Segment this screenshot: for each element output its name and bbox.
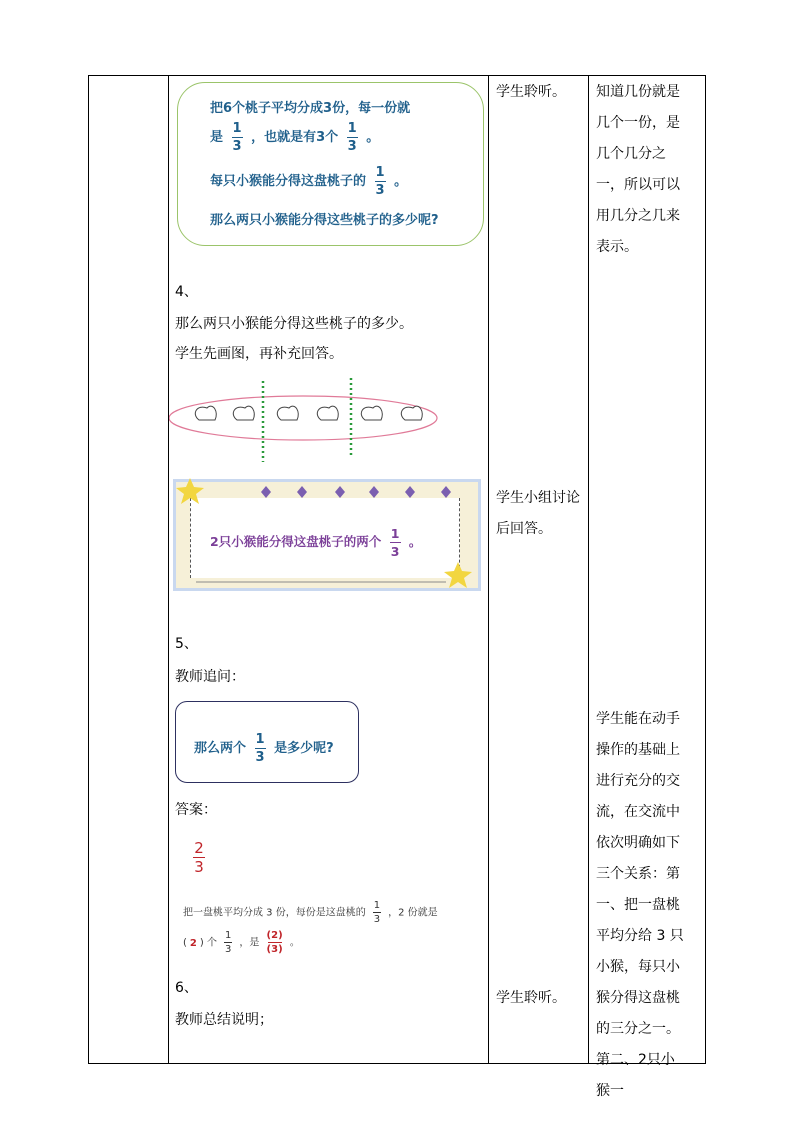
student-listen-2: 学生聆听。 <box>496 990 566 1006</box>
diamond-icon <box>369 486 379 498</box>
blank-answer: 2 <box>189 937 197 949</box>
star-icon <box>176 478 204 504</box>
fraction-one-third: $\frac{1}{3}$ <box>232 121 242 154</box>
diamond-icon <box>297 486 307 498</box>
step4-question: 那么两只小猴能分得这些桃子的多少。 <box>175 316 413 332</box>
slide-two-thirds-question <box>175 701 359 783</box>
answer-label: 答案： <box>175 802 217 818</box>
box1-line2-end: 。 <box>366 130 380 145</box>
design-intent-cell <box>589 76 707 1099</box>
fraction-one-third: $\frac{1}{3}$ <box>375 165 385 198</box>
peach-icon <box>233 406 254 420</box>
fill-blank-line2: ( 2 ) 个 $\frac{1}{3}$ ，是 $\frac{(2)}{(3)}$ 。 <box>183 930 300 955</box>
fraction-one-third: $\frac{1}{3}$ <box>347 121 357 154</box>
step6-number: 6、 <box>175 980 198 996</box>
question-pre: 那么两个 <box>194 741 247 756</box>
box1-line2 <box>210 121 379 154</box>
lesson-table <box>88 75 706 1099</box>
two-monkeys-text-pre: 2只小猴能分得这盘桃子的两个 <box>210 534 382 549</box>
step4-number: 4、 <box>175 284 198 300</box>
student-listen-1: 学生聆听。 <box>496 84 566 100</box>
two-thirds-question <box>194 732 334 765</box>
peach-icon <box>401 406 422 420</box>
box1-line3 <box>210 165 407 198</box>
box1-line4: 那么两只小猴能分得这些桃子的多少呢? <box>210 213 439 228</box>
peach-icon <box>361 406 382 420</box>
teaching-content-cell <box>169 76 489 1063</box>
peach-icon <box>277 406 298 420</box>
answer-fraction: $\frac{2}{3}$ <box>194 839 204 876</box>
slide-peach-division <box>177 82 484 246</box>
diamond-icon <box>335 486 345 498</box>
student-discuss: 学生小组讨论后回答。 <box>496 490 580 537</box>
box1-line2-pre: 是 <box>210 130 224 145</box>
box1-line1: 把6个桃子平均分成3份，每一份就 <box>210 101 411 116</box>
question-end: 是多少呢? <box>274 741 334 756</box>
box1-line3-pre: 每只小猴能分得这盘桃子的 <box>210 174 367 189</box>
star-icon <box>444 562 472 588</box>
step5-number: 5、 <box>175 636 198 652</box>
box1-line2-mid: ，也就是有3个 <box>251 130 339 145</box>
peach-icon <box>195 406 216 420</box>
two-monkeys-text <box>210 526 421 559</box>
diamond-icon <box>405 486 415 498</box>
slide-two-monkeys <box>173 479 481 591</box>
fraction-one-third: $\frac{1}{3}$ <box>224 930 232 955</box>
student-activity-cell <box>489 76 589 1063</box>
fraction-one-third: $\frac{1}{3}$ <box>373 900 381 925</box>
fraction-one-third: $\frac{1}{3}$ <box>390 526 400 559</box>
blank-fraction-answer: $\frac{(2)}{(3)}$ <box>266 930 283 955</box>
two-monkeys-text-end: 。 <box>408 534 422 549</box>
box1-line3-end: 。 <box>394 174 408 189</box>
step5-label: 教师追问： <box>175 669 245 685</box>
diamond-icon <box>261 486 271 498</box>
intent-note-2: 学生能在动手操作的基础上进行充分的交流，在交流中依次明确如下三个关系：第一、把一盘桃平均分给 3 只小猴，每只小猴分得这盘桃的三分之一。第二、2只小猴一 <box>596 711 684 1099</box>
step6-label: 教师总结说明； <box>175 1012 273 1028</box>
diamond-icon <box>441 486 451 498</box>
intent-note-1: 知道几份就是几个一份，是几个几分之一，所以可以用几分之几来表示。 <box>596 84 680 255</box>
peach-drawing <box>169 376 489 466</box>
step4-instruction: 学生先画图，再补充回答。 <box>175 346 343 362</box>
fraction-one-third: $\frac{1}{3}$ <box>255 732 265 765</box>
fill-blank-line1: 把一盘桃平均分成 3 份，每份是这盘桃的 $\frac{1}{3}$ ，2 份就是 <box>183 900 438 925</box>
peach-icon <box>317 406 338 420</box>
